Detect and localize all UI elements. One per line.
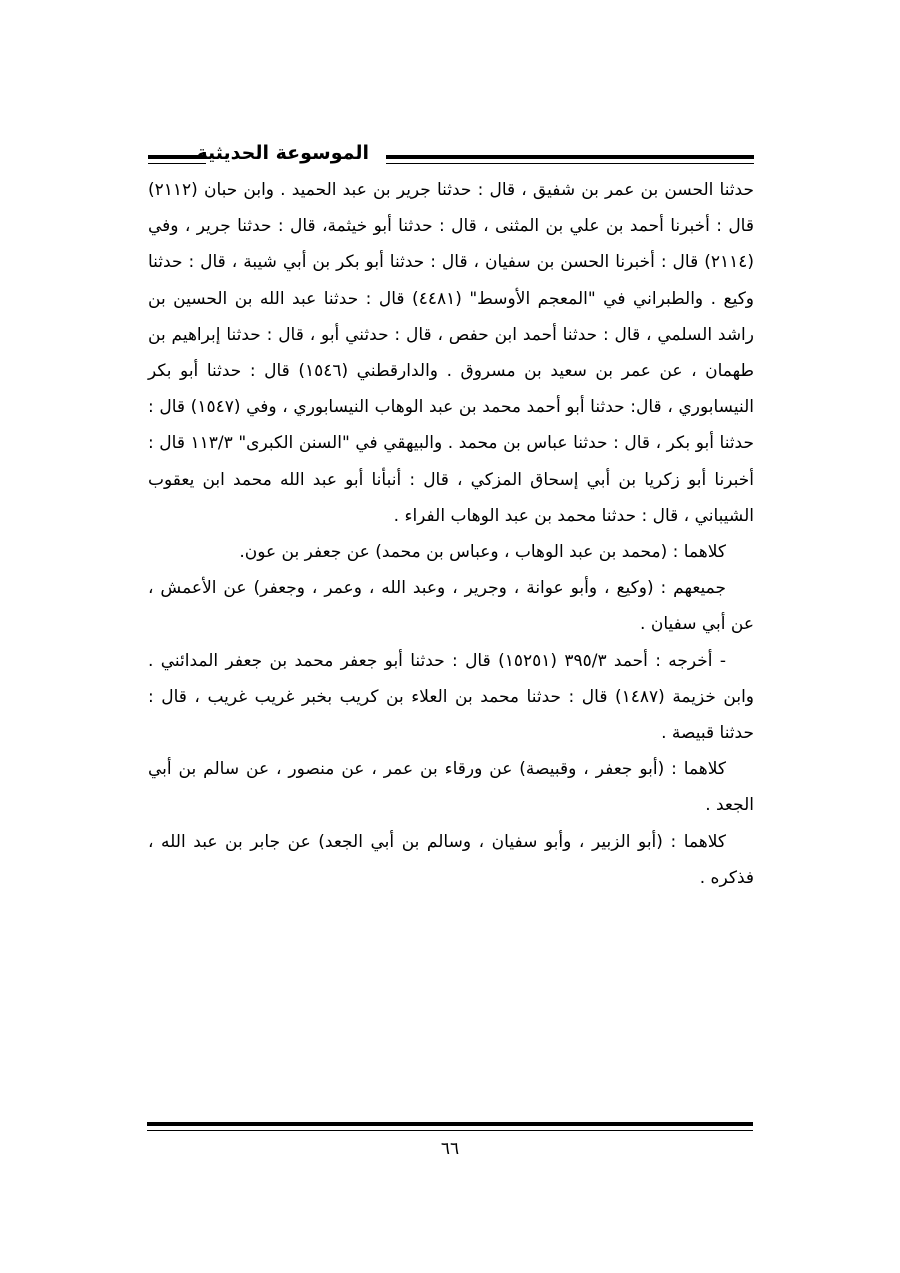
body-text [148, 172, 754, 896]
header-rule-right [386, 155, 754, 164]
paragraph-both-narrators-3: كلاهما : (أبو الزبير ، وأبو سفيان ، وسالم بن أبي الجعد) عن جابر بن عبد الله ، فذكره . [148, 831, 754, 888]
paragraph-takhrij-chain: حدثنا الحسن بن عمر بن شفيق ، قال : حدثنا جرير بن عبد الحميد . وابن حبان (٢١١٢) قال : أخبرنا أحمد بن علي بن المثنى ، قال : حدثنا أبو خيثمة، قال : حدثنا جرير ، وفي (٢١١٤) قال : أخبرنا الحسن بن سفيان ، قال : حدثنا أبو بكر بن أبي شيبة ، قال : حدثنا وكيع . والطبراني في "المعجم الأوسط" (٤٤٨١) قال : حدثنا عبد الله بن الحسين بن راشد السلمي ، قال : حدثنا أحمد ابن حفص ، قال : حدثني أبو ، قال : حدثنا إبراهيم بن طهمان ، عن عمر بن سعيد بن مسروق . والدارقطني (١٥٤٦) قال : حدثنا أبو بكر النيسابوري ، قال: حدثنا أبو أحمد محمد بن عبد الوهاب النيسابوري ، وفي (١٥٤٧) قال : حدثنا أبو بكر ، قال : حدثنا عباس بن محمد . والبيهقي في "السنن الكبرى" ١١٣/٣ قال : أخبرنا أبو زكريا بن أبي إسحاق المزكي ، قال : أنبأنا أبو عبد الله محمد ابن يعقوب الشيباني ، قال : حدثنا محمد بن عبد الوهاب الفراء . [148, 180, 755, 526]
page-number: ٦٦ [440, 1139, 460, 1159]
paragraph-both-narrators-2: كلاهما : (أبو جعفر ، وقبيصة) عن ورقاء بن عمر ، عن منصور ، عن سالم بن أبي الجعد . [148, 759, 754, 816]
paragraph-second-takhrij: - أخرجه : أحمد ٣٩٥/٣ (١٥٢٥١) قال : حدثنا أبو جعفر محمد بن جعفر المدائني . وابن خزيمة (١٤٨٧) قال : حدثنا محمد بن العلاء بن كريب بخبر غريب غريب ، قال : حدثنا قبيصة . [148, 650, 755, 744]
footer-rule [147, 1122, 753, 1131]
header-title: الموسوعة الحديثية [196, 142, 369, 164]
paragraph-both-narrators: كلاهما : (محمد بن عبد الوهاب ، وعباس بن محمد) عن جعفر بن عون. [239, 542, 726, 563]
header-rule-left [148, 155, 206, 164]
running-header [148, 138, 754, 168]
paragraph-all-narrators: جميعهم : (وكيع ، وأبو عوانة ، وجرير ، وعبد الله ، وعمر ، وجعفر) عن الأعمش ، عن أبي سفيان . [148, 578, 754, 635]
